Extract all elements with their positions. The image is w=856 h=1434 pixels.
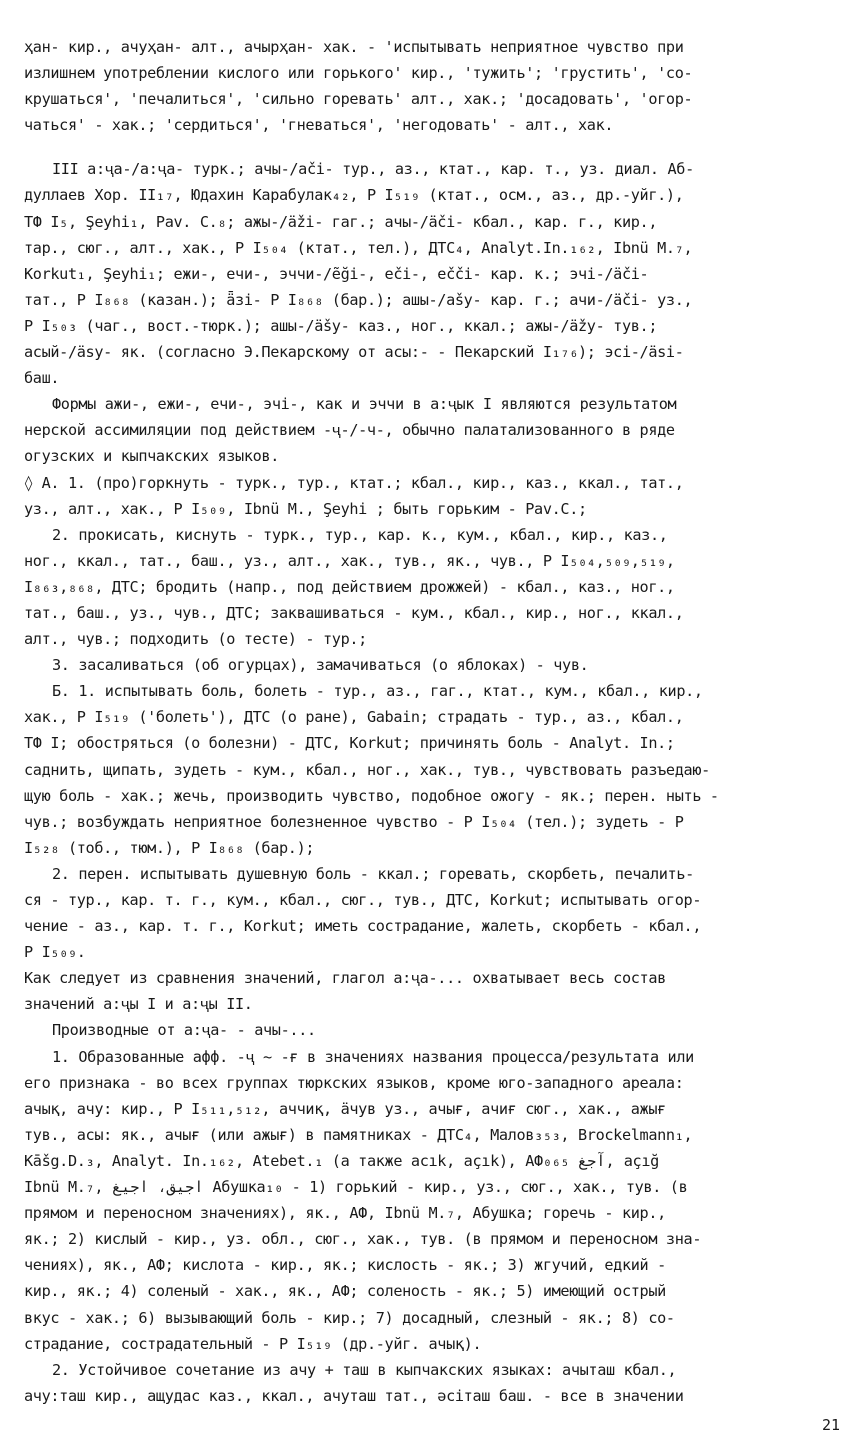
text-line: ТФ I₅, Şeyhi₁, Pav. C.₈; ажы-/äži- гаг.; ачы-/äči- кбал., кар. г., кир., (24, 212, 658, 231)
text-line: дуллаев Хор. II₁₇, Юдахин Карабулак₄₂, Р I₅₁₉ (ктат., осм., аз., др.-уйг.), (24, 186, 684, 205)
text-line: излишнем употреблении кислого или горького' кир., 'тужить'; 'грустить', 'со- (24, 64, 693, 83)
text-line: ҳан- кир., ачуҳан- алт., ачырҳан- хак. - 'испытывать неприятное чувство при (24, 38, 684, 56)
paragraph-derivatives-2 (24, 1357, 830, 1409)
text-line: чение - аз., кар. т. г., Korkut; иметь сострадание, жалеть, скорбеть - кбал., (24, 917, 702, 936)
text-line: ТФ I; обостряться (о болезни) - ДТС, Korkut; причинять боль - Analyt. In.; (24, 734, 675, 753)
text-line: чениях), як., АФ; кислота - кир., як.; кислость - як.; 3) жгучий, едкий - (24, 1256, 666, 1275)
text-line: прямом и переносном значениях), як., АФ, Ibnü M.₇, Абушка; горечь - кир., (24, 1204, 666, 1223)
text-line: чув.; возбуждать неприятное болезненное чувство - Р I₅₀₄ (тел.); зудеть - Р (24, 812, 684, 831)
text-line: I₅₂₈ (тоб., тюм.), Р I₈₆₈ (бар.); (24, 838, 315, 857)
text-line: як.; 2) кислый - кир., уз. обл., сюг., хак., тув. (в прямом и переносном зна- (24, 1230, 702, 1249)
paragraph-intro (24, 34, 830, 138)
text-line: тар., сюг., алт., хак., Р I₅₀₄ (ктат., тел.), ДТС₄, Analyt.In.₁₆₂, Ibnü M.₇, (24, 238, 693, 257)
text-line: ачу:таш кир., ащудас каз., ккал., ачуташ тат., әсіташ баш. - все в значении (24, 1386, 684, 1405)
paragraph-derivatives-1 (24, 1044, 830, 1357)
paragraph-meaning-b2 (24, 861, 830, 965)
text-line: алт., чув.; подходить (о тесте) - тур.; (24, 630, 367, 649)
text-line: хак., Р I₅₁₉ ('болеть'), ДТС (о ране), Gabain; страдать - тур., аз., кбал., (24, 708, 684, 727)
text-line: тув., асы: як., ачығ (или ажығ) в памятниках - ДТС₄, Малов₃₅₃, Brockelmann₁, (24, 1125, 693, 1144)
text-line: страдание, сострадательный - Р I₅₁₉ (др.-уйг. ачық). (24, 1334, 482, 1353)
paragraph-meaning-a3 (24, 652, 830, 678)
paragraph-meaning-a1 (24, 470, 830, 522)
text-line: тат., баш., уз., чув., ДТС; заквашиваться - кум., кбал., кир., ног., ккал., (24, 603, 684, 622)
paragraph-gap (24, 138, 830, 156)
paragraph-forms-list (24, 156, 830, 391)
text-line: вкус - хак.; 6) вызывающий боль - кир.; 7) досадный, слезный - як.; 8) со- (24, 1308, 675, 1327)
text-line: Kāšg.D.₃, Analyt. In.₁₆₂, Atebet.₁ (а также acık, açık), АФ₀₆₅ آجغ, açığ (24, 1151, 659, 1170)
text-line: чаться' - хак.; 'сердиться', 'гневаться', 'негодовать' - алт., хак. (24, 116, 614, 135)
text-line: нерской ассимиляции под действием -ҷ-/-ч-, обычно палатализованного в ряде (24, 421, 675, 440)
text-line: 2. прокисать, киснуть - турк., тур., кар. к., кум., кбал., кир., каз., (52, 525, 668, 544)
text-line: тат., Р I₈₆₈ (казан.); ǟзi- Р I₈₆₈ (бар.); ашы-/ašy- кар. г.; ачи-/äči- уз., (24, 290, 693, 309)
text-line: ног., ккал., тат., баш., уз., алт., хак., тув., як., чув., Р I₅₀₄,₅₀₉,₅₁₉, (24, 551, 675, 570)
text-line: крушаться', 'печалиться', 'сильно горевать' алт., хак.; 'досадовать', 'огор- (24, 90, 693, 109)
text-line: Korkut₁, Şeyhi₁; ежи-, ечи-, эччи-/ẽği-, eči-, ečči- кар. к.; эчі-/äčі- (24, 264, 649, 283)
paragraph-forms-note (24, 391, 830, 469)
text-line: Как следует из сравнения значений, глагол а:ҷа-... охватывает весь состав (24, 969, 666, 988)
text-line: 2. Устойчивое сочетание из ачу + таш в кыпчакских языках: ачыташ кбал., (52, 1360, 677, 1379)
text-line: баш. (24, 369, 60, 388)
text-line: Ibnü M.₇, اجيق، اجيغ Абушка₁₀ - 1) горький - кир., уз., сюг., хак., тув. (в (24, 1178, 688, 1197)
text-line: ачық, ачу: кир., Р I₅₁₁,₅₁₂, аччиқ, äчув уз., ачығ, ачиғ сюг., хак., ажығ (24, 1099, 666, 1118)
text-line: саднить, щипать, зудеть - кум., кбал., ног., хак., тув., чувствовать разъедаю- (24, 760, 710, 779)
text-line: 1. Образованные афф. -ҷ ~ -ғ в значениях названия процесса/результата или (52, 1047, 694, 1066)
text-line: уз., алт., хак., Р I₅₀₉, Ibnü M., Şeyhi ; быть горьким - Pav.C.; (24, 499, 587, 518)
paragraph-meaning-a2 (24, 522, 830, 652)
text-line: Р I₅₀₉. (24, 943, 86, 962)
text-line: 3. засаливаться (об огурцах), замачиваться (о яблоках) - чув. (52, 656, 589, 675)
text-line: Формы ажи-, ежи-, ечи-, эчі-, как и эччи в а:ҷык I являются результатом (52, 395, 677, 414)
text-line: Р I₅₀₃ (чаг., вост.-тюрк.); ашы-/äšy- каз., ног., ккал.; ажы-/äžy- тув.; (24, 316, 658, 335)
paragraph-meaning-b1 (24, 678, 830, 861)
text-line: I₈₆₃,₈₆₈, ДТС; бродить (напр., под действием дрожжей) - кбал., каз., ног., (24, 577, 675, 596)
paragraph-derivatives-heading (24, 1017, 830, 1043)
paragraph-comparison (24, 965, 830, 1017)
page-number: 21 (821, 1416, 840, 1434)
text-line: ◊ А. 1. (про)горкнуть - турк., тур., ктат.; кбал., кир., каз., ккал., тат., (24, 473, 684, 492)
text-line: III а:ҷа-/а:ҷа- турк.; ачы-/ači- тур., аз., ктат., кар. т., уз. диал. Аб- (52, 160, 694, 179)
text-line: его признака - во всех группах тюркских языков, кроме юго-западного ареала: (24, 1073, 684, 1092)
text-line: Б. 1. испытывать боль, болеть - тур., аз., гаг., ктат., кум., кбал., кир., (52, 682, 703, 701)
text-line: щую боль - хак.; жечь, производить чувство, подобное ожогу - як.; перен. ныть - (24, 786, 719, 805)
text-line: огузских и кыпчакских языков. (24, 447, 280, 466)
text-line: 2. перен. испытывать душевную боль - ккал.; горевать, скорбеть, печалить- (52, 864, 694, 883)
text-line: значений а:ҷы I и а:ҷы II. (24, 995, 253, 1014)
text-line: кир., як.; 4) соленый - хак., як., АФ; соленость - як.; 5) имеющий острый (24, 1282, 666, 1301)
text-line: асый-/äsy- як. (согласно Э.Пекарскому от асы:- - Пекарский I₁₇₆); эсі-/äsi- (24, 343, 684, 362)
text-line: ся - тур., кар. т. г., кум., кбал., сюг., тув., ДТС, Korkut; испытывать огор- (24, 891, 702, 909)
text-line: Производные от а:ҷа- - ачы-... (52, 1021, 316, 1040)
